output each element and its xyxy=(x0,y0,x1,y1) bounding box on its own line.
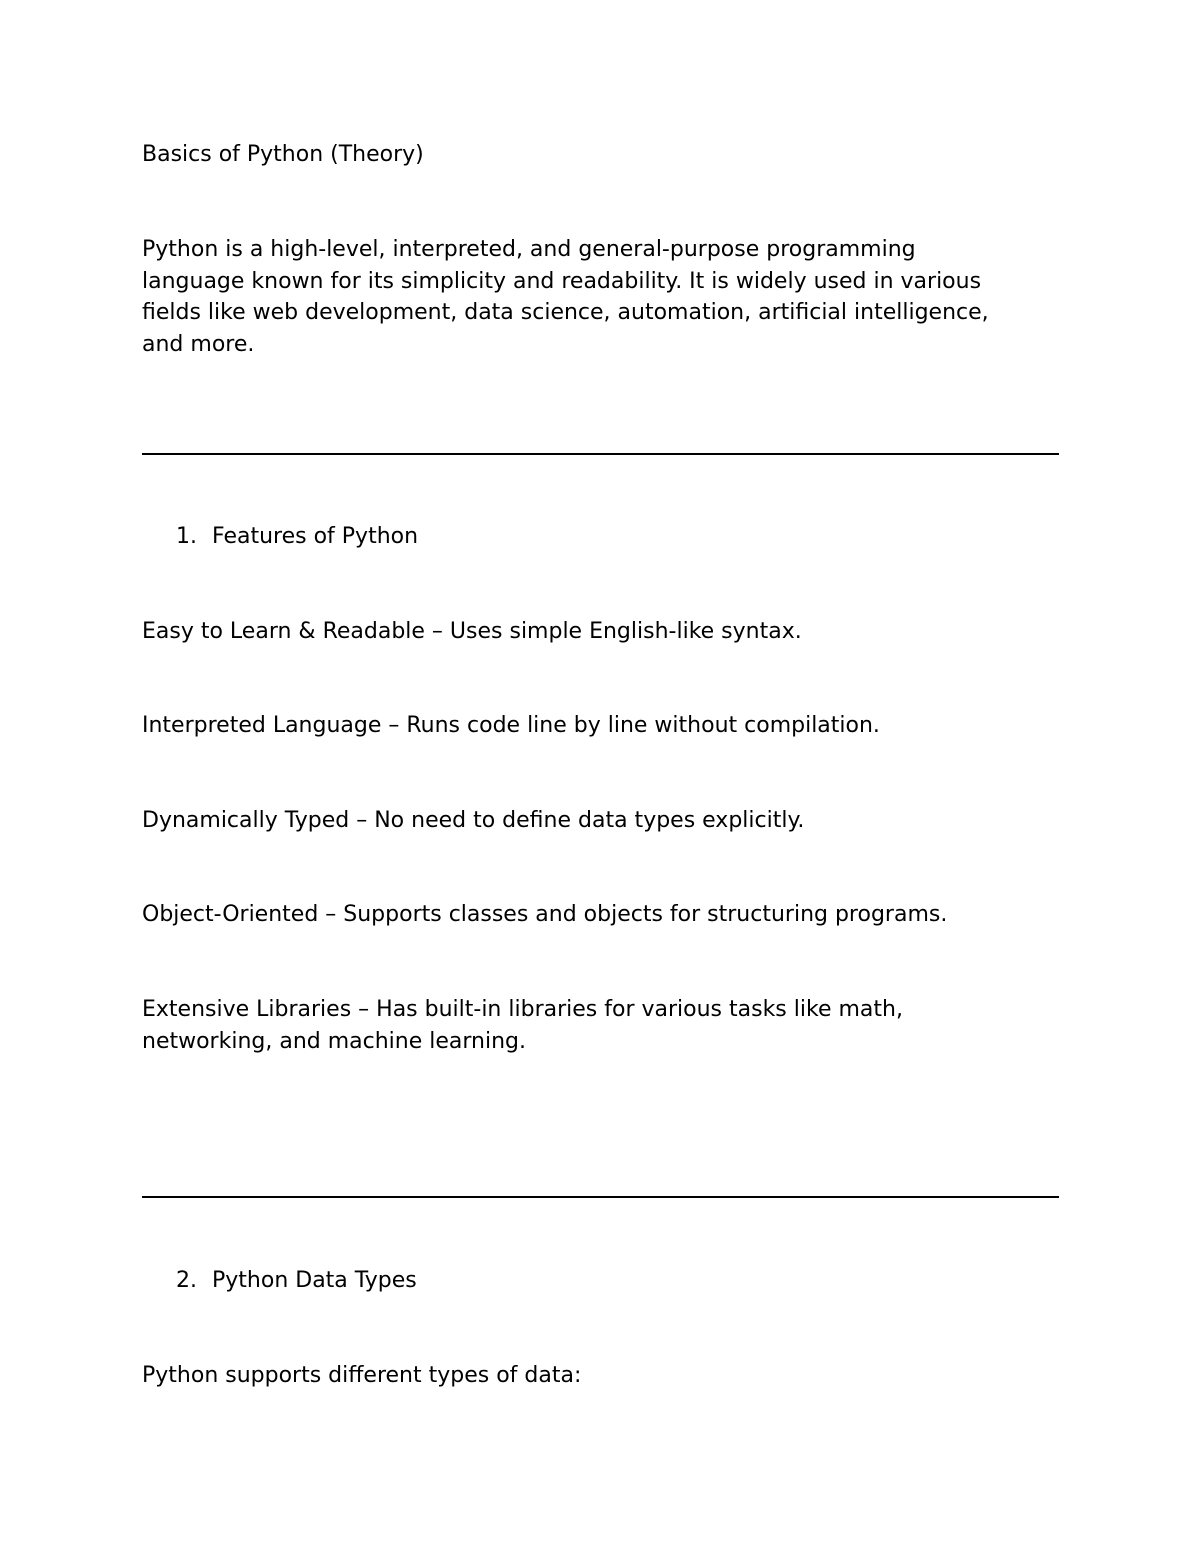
feature-item-libraries xyxy=(142,994,1062,1057)
intro-line: fields like web development, data science, automation, artificial intelligence, xyxy=(142,300,989,325)
section-number: 2. xyxy=(176,1268,197,1293)
section-number: 1. xyxy=(176,524,197,549)
section-heading-data-types xyxy=(176,1265,417,1297)
feature-item: Object-Oriented – Supports classes and objects for structuring programs. xyxy=(142,902,948,927)
data-types-intro: Python supports different types of data: xyxy=(142,1363,582,1388)
section-title: Features of Python xyxy=(212,524,419,549)
intro-paragraph xyxy=(142,234,1062,360)
section-heading-features xyxy=(176,521,418,553)
document-title: Basics of Python (Theory) xyxy=(142,142,424,167)
feature-line: networking, and machine learning. xyxy=(142,1028,527,1054)
intro-line: Python is a high-level, interpreted, and general-purpose programming xyxy=(142,237,916,262)
horizontal-rule xyxy=(142,453,1059,455)
feature-item: Easy to Learn & Readable – Uses simple English-like syntax. xyxy=(142,619,802,644)
feature-line: Extensive Libraries – Has built-in libraries for various tasks like math, xyxy=(142,997,903,1022)
horizontal-rule xyxy=(142,1196,1059,1198)
intro-line: language known for its simplicity and readability. It is widely used in various xyxy=(142,268,982,294)
section-title: Python Data Types xyxy=(212,1268,417,1293)
feature-item: Interpreted Language – Runs code line by line without compilation. xyxy=(142,713,880,738)
feature-item: Dynamically Typed – No need to define data types explicitly. xyxy=(142,808,805,833)
intro-line: and more. xyxy=(142,331,255,357)
